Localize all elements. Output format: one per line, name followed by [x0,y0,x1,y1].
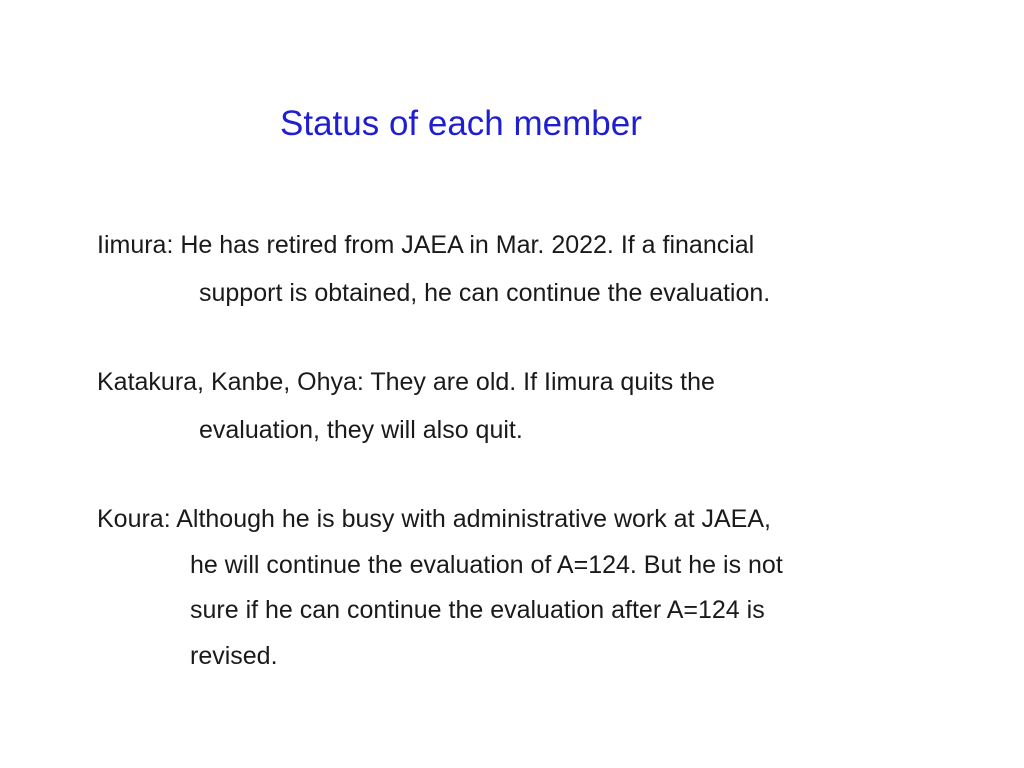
slide-title: Status of each member [280,104,642,143]
koura-status-line-1: Koura: Although he is busy with administrative work at JAEA, [97,505,771,533]
koura-status-line-3: sure if he can continue the evaluation after A=124 is [190,596,765,624]
katakura-kanbe-ohya-status-line-1: Katakura, Kanbe, Ohya: They are old. If Iimura quits the [97,368,715,396]
iimura-status-line-1: Iimura: He has retired from JAEA in Mar. 2022. If a financial [97,231,755,259]
katakura-kanbe-ohya-status-line-2: evaluation, they will also quit. [199,416,523,444]
iimura-status-line-2: support is obtained, he can continue the evaluation. [199,279,771,307]
koura-status-line-2: he will continue the evaluation of A=124. But he is not [190,551,783,579]
koura-status-line-4: revised. [190,642,278,670]
